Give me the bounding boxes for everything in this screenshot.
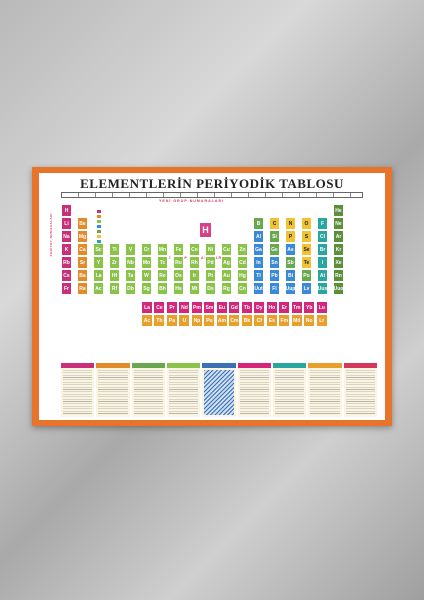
element-cell: Mg	[77, 230, 88, 243]
element-cell: Zr	[109, 256, 120, 269]
element-cell: F	[317, 217, 328, 230]
lanthanide-cell: Er	[278, 301, 290, 314]
lanthanide-cell: Lu	[316, 301, 328, 314]
element-cell: Hs	[173, 282, 184, 295]
element-cell: Sb	[285, 256, 296, 269]
element-cell: Na	[61, 230, 72, 243]
element-cell: Ni	[205, 243, 216, 256]
element-cell: Al	[253, 230, 264, 243]
lanthanide-cell: Nd	[178, 301, 190, 314]
legend-item	[97, 234, 157, 239]
element-cell: Db	[125, 282, 136, 295]
element-cell: Uus	[317, 282, 328, 295]
element-cell: Mn	[157, 243, 168, 256]
element-cell: Rg	[221, 282, 232, 295]
element-cell: Hf	[109, 269, 120, 282]
info-panel-text	[346, 370, 375, 415]
poster-sheet	[39, 173, 385, 420]
info-panel-header	[238, 363, 271, 368]
element-cell: Ne	[333, 217, 344, 230]
element-cell: Ga	[253, 243, 264, 256]
element-cell: Se	[301, 243, 312, 256]
element-cell: Ir	[189, 269, 200, 282]
actinide-cell: Ac	[141, 314, 153, 327]
info-panel-text	[204, 370, 233, 415]
element-cell: Fe	[173, 243, 184, 256]
info-panel-header	[96, 363, 129, 368]
info-panel	[96, 363, 129, 417]
actinide-cell: Lr	[316, 314, 328, 327]
lanthanide-cell: Tb	[241, 301, 253, 314]
lanthanide-cell: Ho	[266, 301, 278, 314]
info-panel-header	[202, 363, 235, 368]
element-cell: Ar	[333, 230, 344, 243]
lanthanide-cell: Tm	[291, 301, 303, 314]
group-ruler	[61, 192, 363, 198]
element-cell: Sc	[93, 243, 104, 256]
element-cell: Ra	[77, 282, 88, 295]
element-cell: Cl	[317, 230, 328, 243]
element-cell: Be	[77, 217, 88, 230]
actinide-cell: Cf	[253, 314, 265, 327]
legend-item	[97, 219, 157, 224]
element-cell: Ti	[109, 243, 120, 256]
element-cell: Pb	[269, 269, 280, 282]
lanthanide-cell: Gd	[228, 301, 240, 314]
legend-item	[97, 224, 157, 229]
element-cell: Tc	[157, 256, 168, 269]
actinide-cell: No	[303, 314, 315, 327]
element-cell: Ag	[221, 256, 232, 269]
info-panel-text	[275, 370, 304, 415]
element-cell: At	[317, 269, 328, 282]
element-cell: Cd	[237, 256, 248, 269]
element-cell: Lv	[301, 282, 312, 295]
lanthanide-cell: Eu	[216, 301, 228, 314]
legend-swatch	[97, 215, 101, 219]
info-panel-text	[169, 370, 198, 415]
info-panel-header	[167, 363, 200, 368]
element-cell: Sn	[269, 256, 280, 269]
element-cell: Ca	[77, 243, 88, 256]
info-panel	[167, 363, 200, 417]
poster-title: ELEMENTLERİN PERİYODİK TABLOSU	[80, 176, 344, 191]
element-cell: B	[253, 217, 264, 230]
element-cell: Rf	[109, 282, 120, 295]
legend-swatch	[97, 225, 101, 229]
element-cell: K	[61, 243, 72, 256]
info-panel-text	[63, 370, 92, 415]
element-cell: Kr	[333, 243, 344, 256]
lanthanide-cell: Pm	[191, 301, 203, 314]
actinide-cell: Np	[191, 314, 203, 327]
actinide-cell: Pu	[203, 314, 215, 327]
lanthanide-cell: Dy	[253, 301, 265, 314]
element-cell: Re	[157, 269, 168, 282]
element-cell: Li	[61, 217, 72, 230]
element-cell: Zn	[237, 243, 248, 256]
element-cell: Mt	[189, 282, 200, 295]
legend-item	[97, 229, 157, 234]
element-cell: Sr	[77, 256, 88, 269]
actinide-cell: Md	[291, 314, 303, 327]
actinide-cell: U	[178, 314, 190, 327]
element-cell: Rb	[61, 256, 72, 269]
element-cell: Ta	[125, 269, 136, 282]
element-cell: Bh	[157, 282, 168, 295]
legend-swatch	[97, 220, 101, 224]
element-cell: V	[125, 243, 136, 256]
info-panel-header	[273, 363, 306, 368]
element-cell: Nb	[125, 256, 136, 269]
periodic-table-poster	[32, 167, 392, 426]
element-cell: Uuo	[333, 282, 344, 295]
element-cell: Co	[189, 243, 200, 256]
element-cell: Au	[221, 269, 232, 282]
element-cell: Po	[301, 269, 312, 282]
actinide-cell: Cm	[228, 314, 240, 327]
element-cell: O	[301, 217, 312, 230]
element-cell: Cu	[221, 243, 232, 256]
actinide-cell: Bk	[241, 314, 253, 327]
info-panel	[238, 363, 271, 417]
element-cell: Bi	[285, 269, 296, 282]
element-cell: Ac	[93, 282, 104, 295]
element-cell: Ds	[205, 282, 216, 295]
element-cell: Y	[93, 256, 104, 269]
element-cell: Ba	[77, 269, 88, 282]
info-panel	[132, 363, 165, 417]
element-cell: Rh	[189, 256, 200, 269]
lanthanide-cell: Pr	[166, 301, 178, 314]
info-panel-text	[240, 370, 269, 415]
info-panel-header	[308, 363, 341, 368]
info-panel	[61, 363, 94, 417]
actinide-cell: Es	[266, 314, 278, 327]
info-panel-text	[98, 370, 127, 415]
element-cell: He	[333, 204, 344, 217]
element-cell: Tl	[253, 269, 264, 282]
lanthanide-cell: Sm	[203, 301, 215, 314]
info-panel-text	[134, 370, 163, 415]
element-cell: Uut	[253, 282, 264, 295]
element-cell: Xe	[333, 256, 344, 269]
lanthanide-cell: Yb	[303, 301, 315, 314]
element-cell: S	[301, 230, 312, 243]
actinide-cell: Th	[153, 314, 165, 327]
element-cell: Ru	[173, 256, 184, 269]
element-cell: In	[253, 256, 264, 269]
info-panel-text	[310, 370, 339, 415]
legend-item	[97, 209, 157, 214]
element-cell: Fl	[269, 282, 280, 295]
info-panel-header	[132, 363, 165, 368]
element-cell: Fr	[61, 282, 72, 295]
new-groups-heading: YENİ GRUP NUMARALARI	[159, 199, 225, 203]
legend-swatch	[97, 210, 101, 214]
element-cell: La	[93, 269, 104, 282]
element-cell: Sg	[141, 282, 152, 295]
legend-item	[97, 214, 157, 219]
info-panel	[344, 363, 377, 417]
legend-swatch	[97, 230, 101, 234]
element-cell: Rn	[333, 269, 344, 282]
element-cell: Br	[317, 243, 328, 256]
element-cell: H	[61, 204, 72, 217]
element-cell: Ge	[269, 243, 280, 256]
actinide-cell: Fm	[278, 314, 290, 327]
element-cell: Cr	[141, 243, 152, 256]
element-cell: Te	[301, 256, 312, 269]
element-cell: P	[285, 230, 296, 243]
lanthanide-cell: La	[141, 301, 153, 314]
element-cell: Si	[269, 230, 280, 243]
info-panel-header	[344, 363, 377, 368]
element-cell: Uup	[285, 282, 296, 295]
element-cell: Cs	[61, 269, 72, 282]
info-panel	[202, 363, 235, 417]
info-panels	[61, 363, 377, 417]
actinide-cell: Pa	[166, 314, 178, 327]
element-cell: Cn	[237, 282, 248, 295]
element-cell: W	[141, 269, 152, 282]
legend-swatch	[97, 235, 101, 239]
element-cell: Hg	[237, 269, 248, 282]
element-cell: Pt	[205, 269, 216, 282]
element-cell: I	[317, 256, 328, 269]
element-cell: N	[285, 217, 296, 230]
info-panel	[273, 363, 306, 417]
info-panel	[308, 363, 341, 417]
lanthanide-cell: Ce	[153, 301, 165, 314]
info-panel-header	[61, 363, 94, 368]
key-element-symbol: H	[200, 223, 211, 237]
element-cell: Mo	[141, 256, 152, 269]
element-cell: Os	[173, 269, 184, 282]
actinide-cell: Am	[216, 314, 228, 327]
element-cell: Pd	[205, 256, 216, 269]
element-cell: C	[269, 217, 280, 230]
element-cell: As	[285, 243, 296, 256]
periods-vertical-label: PERİYOT NUMARALARI	[49, 213, 53, 257]
